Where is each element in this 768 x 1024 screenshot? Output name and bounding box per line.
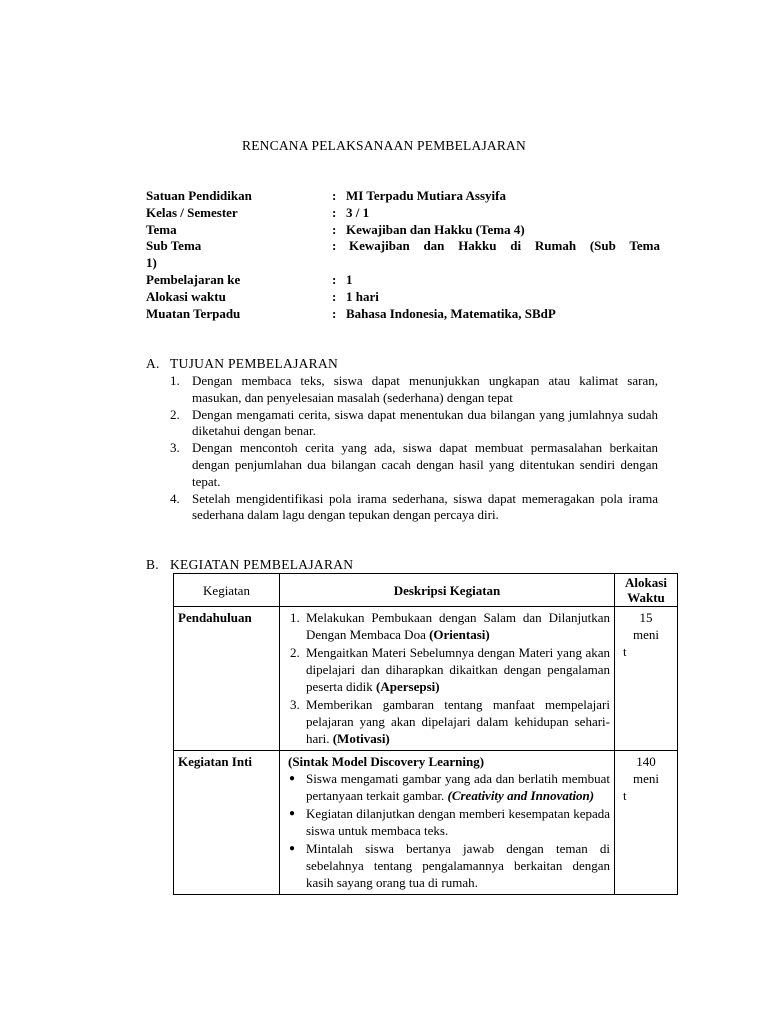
step-number: 3. bbox=[290, 697, 300, 712]
time-unit: meni bbox=[633, 627, 659, 642]
table-row bbox=[174, 751, 678, 895]
list-item bbox=[146, 491, 658, 525]
list-item bbox=[284, 840, 610, 891]
list-item bbox=[146, 373, 658, 407]
time-unit-wrap: t bbox=[623, 788, 627, 803]
list-item bbox=[284, 770, 610, 804]
step-text: Siswa mengamati gambar yang ada dan berlatih membuat pertanyaan terkait gambar. bbox=[306, 771, 610, 803]
item-number: 2. bbox=[170, 406, 180, 422]
list-item bbox=[146, 407, 658, 441]
bullet-icon: ● bbox=[289, 808, 296, 819]
info-colon: : bbox=[332, 271, 337, 287]
row-label-pendahuluan: Pendahuluan bbox=[174, 607, 280, 751]
step-number: 1. bbox=[290, 610, 300, 625]
section-letter: A. bbox=[146, 356, 160, 371]
time-unit: meni bbox=[633, 771, 659, 786]
time-value: 140 bbox=[636, 754, 656, 769]
header-alokasi: Alokasi Waktu bbox=[615, 574, 678, 607]
list-item bbox=[284, 696, 610, 747]
info-value: Kewajiban dan Hakku (Tema 4) bbox=[346, 221, 525, 237]
row-time bbox=[615, 607, 678, 751]
info-row-alokasi bbox=[146, 289, 660, 306]
list-item bbox=[284, 805, 610, 839]
section-letter: B. bbox=[146, 557, 159, 572]
row-label-inti: Kegiatan Inti bbox=[174, 751, 280, 895]
row-description bbox=[280, 607, 615, 751]
item-number: 1. bbox=[170, 373, 180, 388]
list-item bbox=[284, 609, 610, 643]
row-description bbox=[280, 751, 615, 895]
item-text: Dengan mencontoh cerita yang ada, siswa dapat membuat permasalahan berkaitan dengan penjumlahan dua bilangan cacah dengan hasil yang ditentukan sendiri dengan tepat. bbox=[192, 440, 658, 489]
step-text: Mengaitkan Materi Sebelumnya dengan Materi yang akan dipelajari dan diharapkan dikaitkan dengan pengalaman peserta didik bbox=[306, 645, 610, 694]
info-label: Muatan Terpadu bbox=[146, 305, 241, 321]
row-time bbox=[615, 751, 678, 895]
list-item bbox=[146, 440, 658, 490]
info-row-satuan bbox=[146, 188, 660, 205]
kegiatan-table bbox=[173, 573, 678, 895]
info-value: Kewajiban dan Hakku di Rumah (Sub Tema bbox=[349, 238, 660, 254]
sintak-heading: (Sintak Model Discovery Learning) bbox=[288, 754, 485, 769]
info-row-kelas bbox=[146, 205, 660, 222]
step-tag: (Apersepsi) bbox=[376, 679, 440, 694]
info-colon: : bbox=[332, 305, 337, 321]
info-label: Alokasi waktu bbox=[146, 288, 226, 304]
info-value: Bahasa Indonesia, Matematika, SBdP bbox=[346, 305, 556, 321]
section-title: TUJUAN PEMBELAJARAN bbox=[170, 356, 339, 371]
info-colon: : bbox=[332, 238, 337, 254]
section-title: KEGIATAN PEMBELAJARAN bbox=[170, 557, 354, 572]
table-row bbox=[174, 607, 678, 751]
info-colon: : bbox=[332, 188, 337, 203]
step-tag: (Orientasi) bbox=[429, 627, 490, 642]
item-text: Dengan membaca teks, siswa dapat menunjukkan ungkapan atau kalimat saran, masukan, dan penyelesaian masalah (sederhana) dengan tepat bbox=[192, 373, 658, 405]
identity-block bbox=[146, 188, 660, 322]
time-unit-wrap: t bbox=[623, 644, 627, 659]
table-header-row bbox=[174, 574, 678, 607]
item-number: 4. bbox=[170, 490, 180, 506]
info-row-muatan bbox=[146, 306, 660, 323]
step-number: 2. bbox=[290, 645, 300, 660]
info-value: 1 hari bbox=[346, 288, 379, 304]
section-a-heading bbox=[146, 356, 338, 372]
info-value: MI Terpadu Mutiara Assyifa bbox=[346, 188, 506, 203]
info-label: Satuan Pendidikan bbox=[146, 188, 252, 203]
header-kegiatan: Kegiatan bbox=[174, 574, 280, 607]
step-list bbox=[284, 770, 610, 891]
list-item bbox=[284, 644, 610, 695]
info-row-subtema bbox=[146, 238, 660, 272]
bullet-icon: ● bbox=[289, 843, 296, 854]
step-text: Kegiatan dilanjutkan dengan memberi kesempatan kepada siswa untuk membaca teks. bbox=[306, 806, 610, 838]
info-value: 1 bbox=[346, 271, 353, 287]
info-colon: : bbox=[332, 204, 337, 220]
info-label: Sub Tema bbox=[146, 238, 202, 254]
step-tag: (Creativity and Innovation) bbox=[447, 788, 595, 803]
section-b-heading bbox=[146, 557, 353, 573]
info-label: Tema bbox=[146, 221, 177, 237]
info-label-continuation: 1) bbox=[146, 255, 157, 271]
info-colon: : bbox=[332, 221, 337, 237]
info-colon: : bbox=[332, 288, 337, 304]
step-list bbox=[284, 609, 610, 747]
time-value: 15 bbox=[639, 610, 653, 625]
header-deskripsi: Deskripsi Kegiatan bbox=[280, 574, 615, 607]
item-text: Dengan mengamati cerita, siswa dapat menentukan dua bilangan yang jumlahnya sudah diketahui dengan benar. bbox=[192, 406, 658, 439]
info-value: 3 / 1 bbox=[346, 204, 370, 220]
tujuan-list bbox=[146, 373, 658, 524]
info-label: Kelas / Semester bbox=[146, 204, 238, 220]
item-number: 3. bbox=[170, 440, 180, 456]
step-text: Mintalah siswa bertanya jawab dengan teman di sebelahnya tentang pengalamannya berkaitan dengan kasih sayang orang tua di rumah. bbox=[306, 841, 610, 890]
item-text: Setelah mengidentifikasi pola irama sederhana, siswa dapat memeragakan pola irama sederhana dalam lagu dengan tepukan dengan percaya diri. bbox=[192, 490, 658, 523]
info-row-pembelajaran bbox=[146, 272, 660, 289]
step-text: Melakukan Pembukaan dengan Salam dan Dilanjutkan Dengan Membaca Doa bbox=[306, 610, 610, 642]
step-text: Memberikan gambaran tentang manfaat mempelajari pelajaran yang akan dipelajari dalam kehidupan sehari-hari. bbox=[306, 697, 610, 746]
bullet-icon: ● bbox=[289, 773, 296, 784]
info-row-tema bbox=[146, 222, 660, 239]
document-title: RENCANA PELAKSANAAN PEMBELAJARAN bbox=[242, 138, 526, 153]
info-label: Pembelajaran ke bbox=[146, 271, 241, 287]
step-tag: (Motivasi) bbox=[332, 731, 390, 746]
